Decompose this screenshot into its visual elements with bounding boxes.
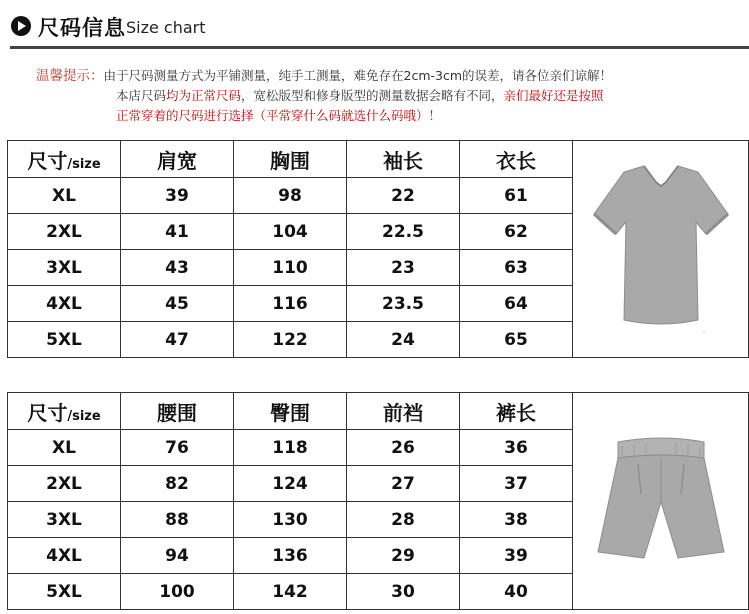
table-header-row [8,141,749,178]
column-header: 肩宽 [121,141,234,178]
value-cell: 40 [460,574,573,610]
value-cell: 27 [347,466,460,502]
column-header: 腰围 [121,393,234,430]
size-cell: 2XL [8,466,121,502]
value-cell: 37 [460,466,573,502]
value-cell: 39 [121,178,234,214]
value-cell: 118 [234,430,347,466]
value-cell: 23.5 [347,286,460,322]
notice-line-2a: 本店尺码 [116,88,167,103]
value-cell: 61 [460,178,573,214]
size-cell: XL [8,178,121,214]
value-cell: 124 [234,466,347,502]
column-header: 裤长 [460,393,573,430]
size-column-header: 尺寸/size [8,393,121,430]
column-header: 胸围 [234,141,347,178]
value-cell: 88 [121,502,234,538]
value-cell: 26 [347,430,460,466]
value-cell: 23 [347,250,460,286]
value-cell: 98 [234,178,347,214]
value-cell: 76 [121,430,234,466]
value-cell: 63 [460,250,573,286]
page-title: 尺码信息 [38,16,126,40]
value-cell: 22.5 [347,214,460,250]
value-cell: 30 [347,574,460,610]
page-header [10,10,749,46]
notice-line-3: 正常穿着的尺码进行选择（平常穿什么码就选什么码哦）！ [116,108,442,123]
notice-label: 温馨提示： [36,68,104,84]
column-header: 袖长 [347,141,460,178]
play-circle-icon [10,15,32,37]
value-cell: 130 [234,502,347,538]
value-cell: 29 [347,538,460,574]
value-cell: 122 [234,322,347,358]
value-cell: 47 [121,322,234,358]
value-cell: 116 [234,286,347,322]
size-cell: XL [8,430,121,466]
shorts-image [586,424,736,574]
value-cell: 94 [121,538,234,574]
header-divider [10,46,749,49]
table-header-row [8,393,749,430]
size-cell: 5XL [8,574,121,610]
value-cell: 104 [234,214,347,250]
value-cell: 36 [460,430,573,466]
value-cell: 43 [121,250,234,286]
notice-line-2c: ，宽松版型和修身版型的测量数据会略有不同， [241,88,504,103]
bottom-size-table [7,392,749,610]
column-header: 前裆 [347,393,460,430]
value-cell: 142 [234,574,347,610]
value-cell: 136 [234,538,347,574]
value-cell: 100 [121,574,234,610]
value-cell: 22 [347,178,460,214]
value-cell: 38 [460,502,573,538]
notice-line-2b: 均为正常尺码 [166,88,242,103]
notice-line-1: 由于尺码测量方式为平铺测量，纯手工测量，难免存在2cm-3cm的误差，请各位亲们谅解！ [103,68,613,83]
column-header: 衣长 [460,141,573,178]
size-cell: 4XL [8,286,121,322]
value-cell: 110 [234,250,347,286]
value-cell: 64 [460,286,573,322]
value-cell: 24 [347,322,460,358]
column-header: 臀围 [234,393,347,430]
size-cell: 2XL [8,214,121,250]
shorts-image-cell [573,393,749,610]
value-cell: 45 [121,286,234,322]
top-size-table [7,140,749,358]
value-cell: 82 [121,466,234,502]
notice-line-2d: 亲们最好还是按照 [503,88,604,103]
value-cell: 65 [460,322,573,358]
tshirt-image-cell [573,141,749,358]
size-cell: 3XL [8,250,121,286]
page-subtitle: Size chart [126,18,206,37]
size-cell: 4XL [8,538,121,574]
value-cell: 28 [347,502,460,538]
value-cell: 39 [460,538,573,574]
notice-text [36,66,736,126]
value-cell: 62 [460,214,573,250]
size-cell: 3XL [8,502,121,538]
size-cell: 5XL [8,322,121,358]
value-cell: 41 [121,214,234,250]
size-column-header: 尺寸/size [8,141,121,178]
tshirt-image [586,152,736,342]
